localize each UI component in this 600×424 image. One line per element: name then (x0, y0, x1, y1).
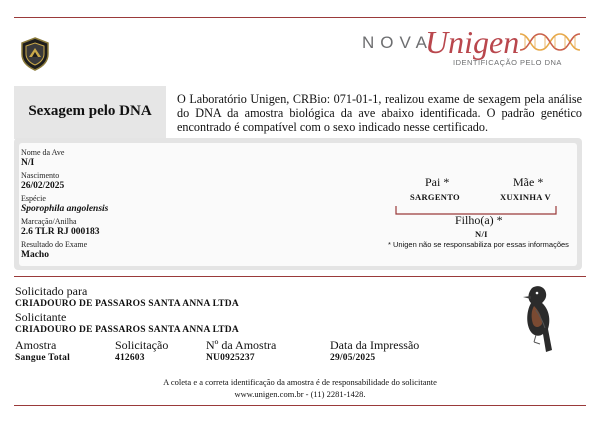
bottom-divider (14, 405, 586, 406)
intro-paragraph: O Laboratório Unigen, CRBio: 071-01-1, realizou exame de sexagem pela análise do DNA da amostra biológica da ave abaixo identificada. O padrão genético encontrado é compatível com o sexo indicado nesse certificado. (177, 92, 582, 134)
footer-contact: www.unigen.com.br - (11) 2281-1428. (234, 389, 366, 399)
mother-label: Mãe * (513, 175, 544, 189)
dna-helix-icon (520, 30, 582, 54)
species-label: Espécie (21, 194, 46, 203)
bird-illustration-icon (512, 282, 562, 358)
pedigree-disclaimer: * Unigen não se responsabiliza por essas informações (388, 240, 569, 249)
print-date-value: 29/05/2025 (330, 353, 376, 363)
shield-logo-icon (20, 37, 50, 71)
child-label: Filho(a) * (455, 213, 503, 227)
ring-value: 2.6 TLR RJ 000183 (21, 227, 100, 237)
birth-value: 26/02/2025 (21, 181, 65, 191)
page-title: Sexagem pelo DNA (28, 103, 152, 119)
mother-value: XUXINHA V (500, 192, 551, 202)
requested-for-value: CRIADOURO DE PASSAROS SANTA ANNA LTDA (15, 299, 239, 309)
species-value: Sporophila angolensis (21, 204, 109, 214)
result-label: Resultado do Exame (21, 240, 88, 249)
bird-name-label: Nome da Ave (21, 148, 65, 157)
print-date-label: Data da Impressão (330, 338, 420, 352)
birth-label: Nascimento (21, 171, 60, 180)
request-no-value: 412603 (115, 353, 145, 363)
request-no-label: Solicitação (115, 338, 169, 352)
requested-for-label: Solicitado para (15, 284, 88, 298)
brand-tagline: IDENTIFICAÇÃO PELO DNA (453, 58, 562, 67)
pedigree-connector (395, 202, 557, 211)
sample-no-value: NU0925237 (206, 353, 255, 363)
bird-name-value: N/I (21, 158, 35, 168)
father-value: SARGENTO (410, 192, 460, 202)
sample-value: Sangue Total (15, 353, 70, 363)
top-divider (14, 17, 586, 18)
brand-nova: NOVA (362, 33, 433, 52)
brand-unigen: Unigen (425, 24, 520, 60)
footer-notice: A coleta e a correta identificação da amostra é de responsabilidade do solicitante (163, 377, 437, 387)
sample-label: Amostra (15, 338, 57, 352)
ring-label: Marcação/Anilha (21, 217, 77, 226)
father-label: Pai * (425, 175, 450, 189)
sample-no-label: Nº da Amostra (206, 338, 277, 352)
result-value: Macho (21, 250, 49, 260)
middle-divider (14, 276, 586, 277)
child-value: N/I (475, 229, 488, 239)
requester-value: CRIADOURO DE PASSAROS SANTA ANNA LTDA (15, 325, 239, 335)
requester-label: Solicitante (15, 310, 67, 324)
